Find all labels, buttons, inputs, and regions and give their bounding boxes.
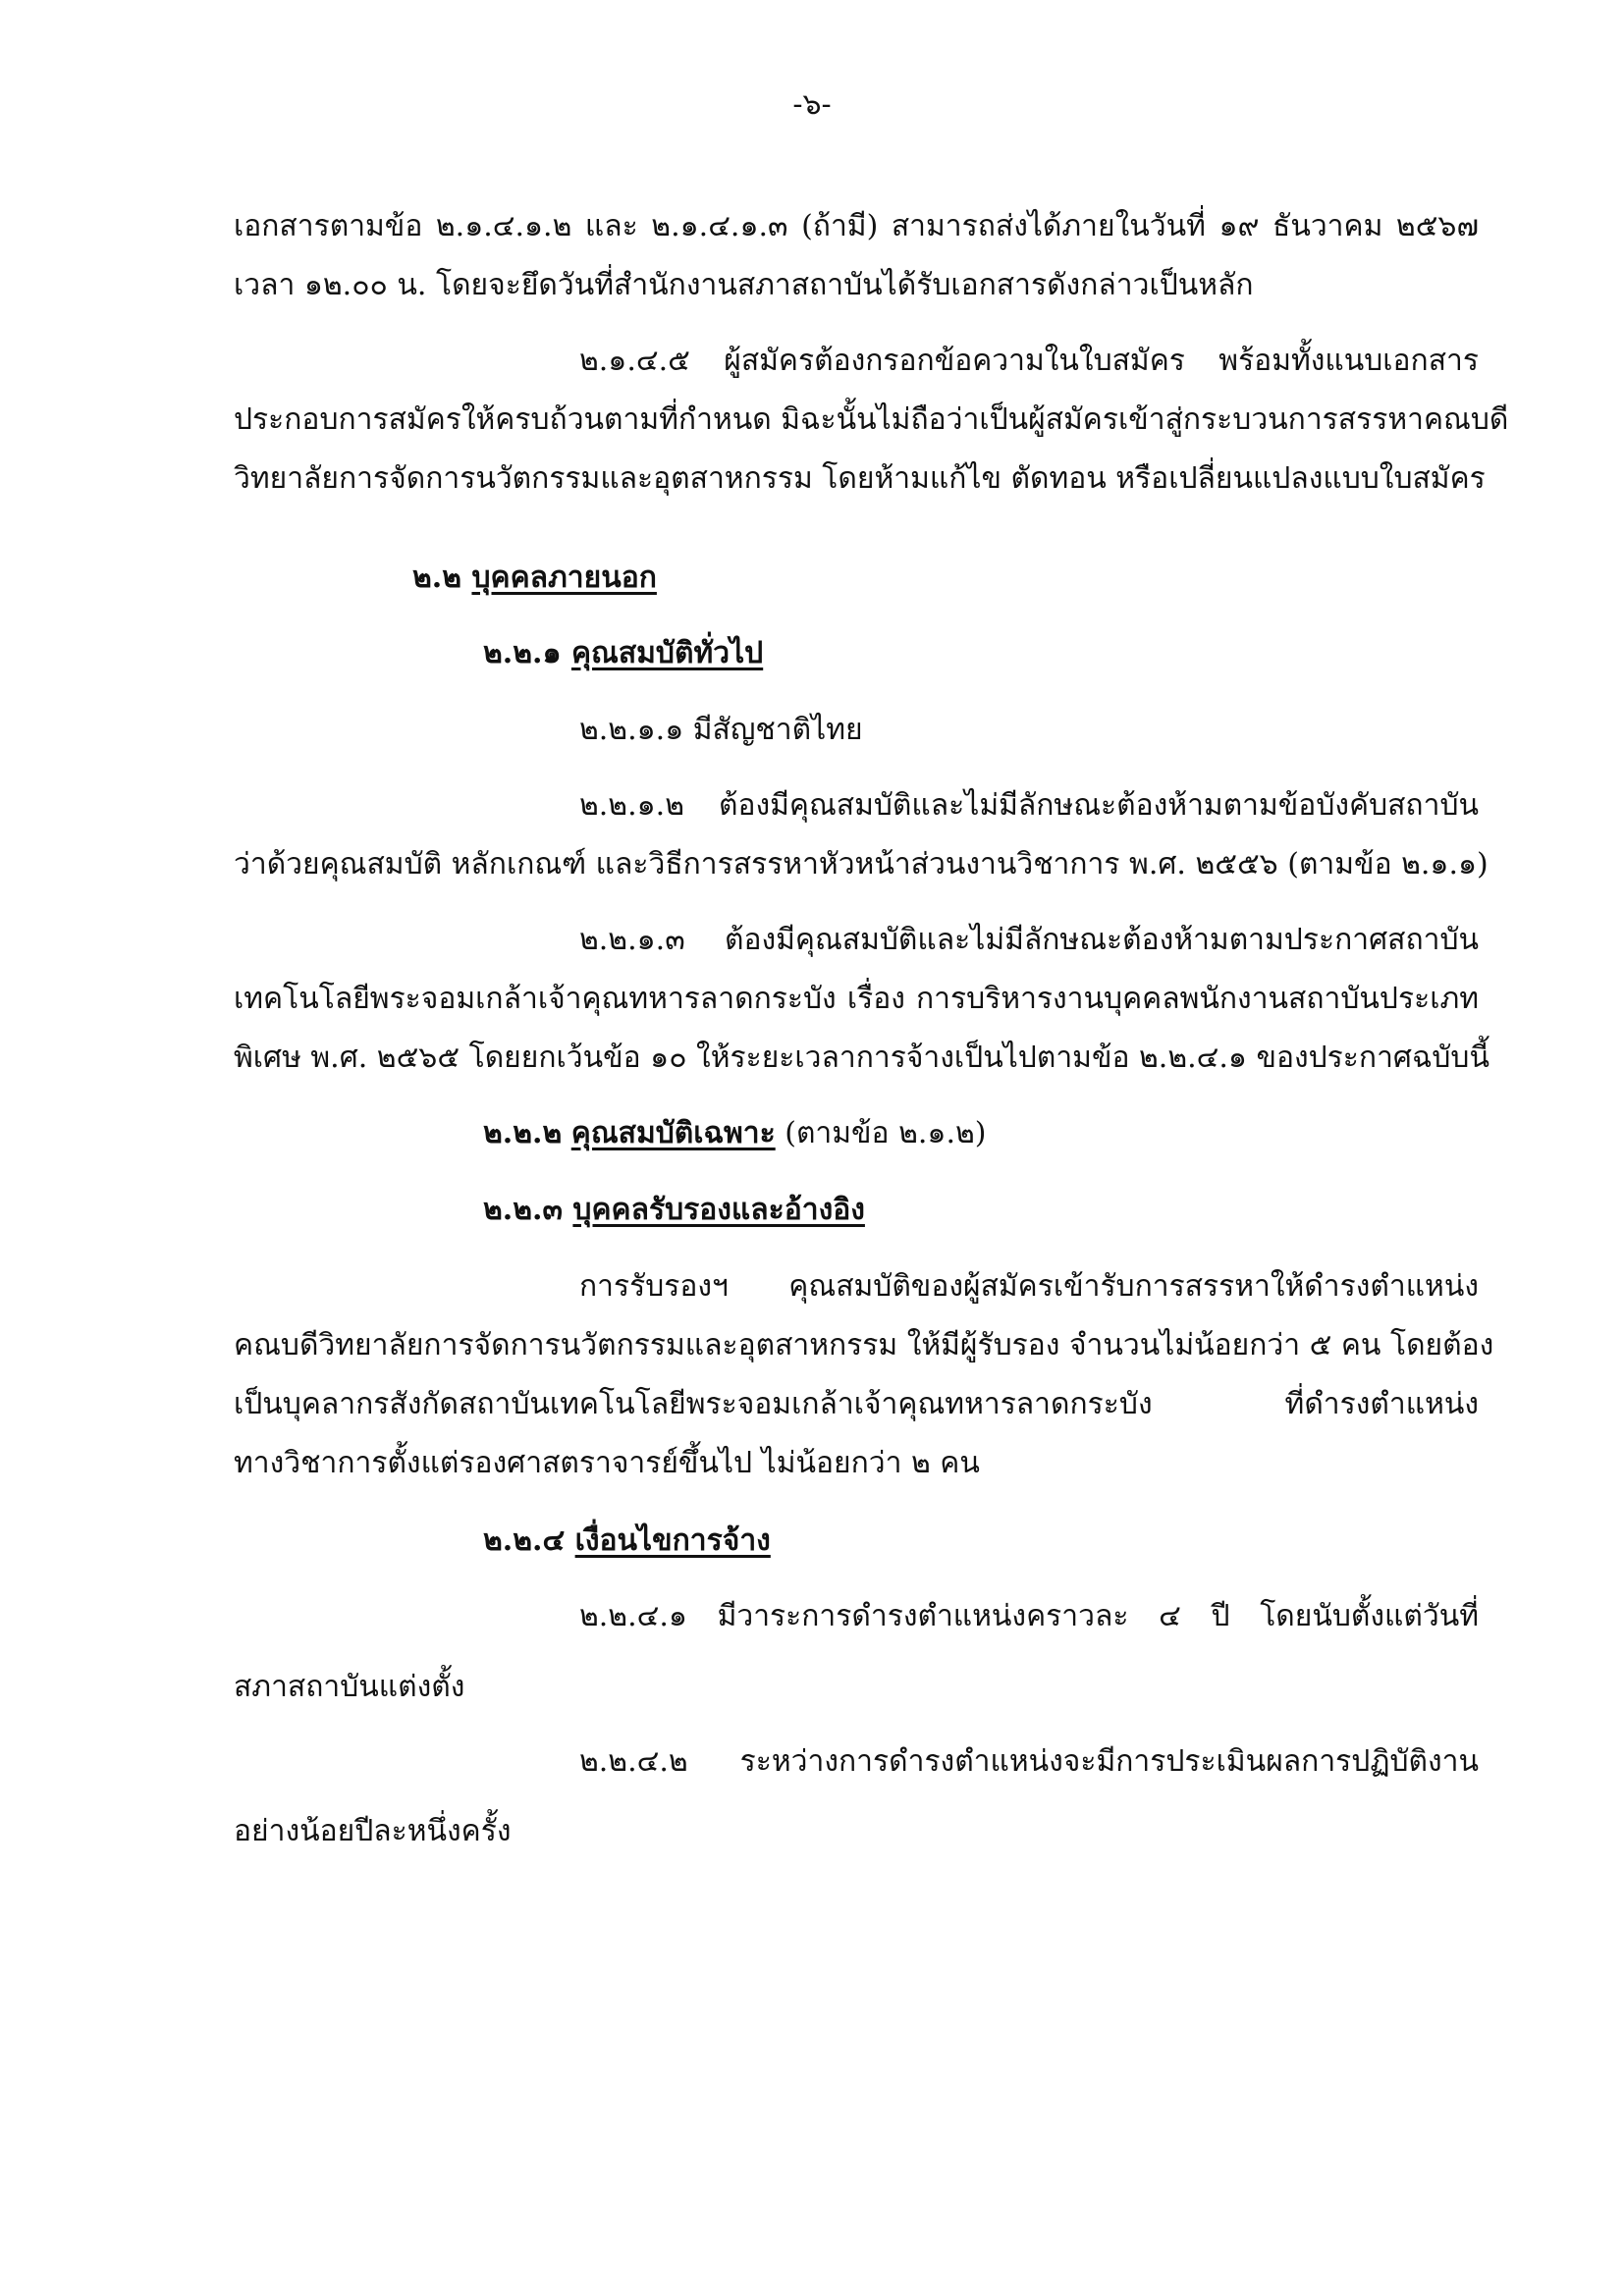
paragraph-line: เวลา ๑๒.๐๐ น. โดยจะยึดวันที่สำนักงานสภาสถาบันได้รับเอกสารดังกล่าวเป็นหลัก	[234, 268, 1254, 302]
paragraph-line: เทคโนโลยีพระจอมเกล้าเจ้าคุณทหารลาดกระบัง เรื่อง การบริหารงานบุคคลพนักงานสถาบันประเภท	[234, 982, 1479, 1016]
clause-2-2-4-2-line: ๒.๒.๔.๒ ระหว่างการดำรงตำแหน่งจะมีการประเมินผลการปฏิบัติงาน	[579, 1744, 1479, 1779]
section-number: ๒.๒	[412, 561, 461, 595]
clause-2-1-4-5-line: ๒.๑.๔.๕ ผู้สมัครต้องกรอกข้อความในใบสมัคร พร้อมทั้งแนบเอกสาร	[579, 344, 1479, 378]
paragraph-line: ทางวิชาการตั้งแต่รองศาสตราจารย์ขึ้นไป ไม่น้อยกว่า ๒ คน	[234, 1446, 980, 1480]
page-number: -๖-	[792, 87, 832, 122]
section-heading-2-2-1	[483, 631, 763, 676]
section-title: บุคคลรับรองและอ้างอิง	[572, 1193, 865, 1227]
paragraph-line: เป็นบุคลากรสังกัดสถาบันเทคโนโลยีพระจอมเกล้าเจ้าคุณทหารลาดกระบัง ที่ดำรงตำแหน่ง	[234, 1387, 1479, 1421]
paragraph-line: พิเศษ พ.ศ. ๒๕๖๕ โดยยกเว้นข้อ ๑๐ ให้ระยะเวลาการจ้างเป็นไปตามข้อ ๒.๒.๔.๑ ของประกาศฉบับนี้	[234, 1041, 1489, 1075]
section-number: ๒.๒.๒	[483, 1116, 563, 1150]
section-number: ๒.๒.๑	[483, 636, 562, 670]
section-heading-2-2	[412, 556, 657, 601]
paragraph-line: เอกสารตามข้อ ๒.๑.๔.๑.๒ และ ๒.๑.๔.๑.๓ (ถ้ามี) สามารถส่งได้ภายในวันที่ ๑๙ ธันวาคม ๒๕๖๗	[234, 209, 1479, 243]
section-heading-2-2-2	[483, 1111, 986, 1156]
section-number: ๒.๒.๔	[483, 1523, 566, 1558]
section-number: ๒.๒.๓	[483, 1193, 563, 1227]
paragraph-line: ประกอบการสมัครให้ครบถ้วนตามที่กำหนด มิฉะนั้นไม่ถือว่าเป็นผู้สมัครเข้าสู่กระบวนการสรรหาคณบดี	[234, 402, 1509, 437]
section-title: คุณสมบัติทั่วไป	[570, 636, 764, 670]
clause-2-2-1-2-line: ๒.๒.๑.๒ ต้องมีคุณสมบัติและไม่มีลักษณะต้องห้ามตามข้อบังคับสถาบัน	[579, 788, 1479, 823]
section-heading-2-2-3	[483, 1188, 865, 1233]
paragraph-line: คณบดีวิทยาลัยการจัดการนวัตกรรมและอุตสาหกรรม ให้มีผู้รับรอง จำนวนไม่น้อยกว่า ๕ คน โดยต้อง	[234, 1328, 1494, 1362]
section-title: เงื่อนไขการจ้าง	[574, 1523, 771, 1558]
clause-2-2-4-1-line: ๒.๒.๔.๑ มีวาระการดำรงตำแหน่งคราวละ ๔ ปี โดยนับตั้งแต่วันที่	[579, 1599, 1479, 1633]
paragraph-line: สภาสถาบันแต่งตั้ง	[234, 1670, 465, 1704]
section-title: คุณสมบัติเฉพาะ	[570, 1116, 776, 1150]
paragraph-line: ว่าด้วยคุณสมบัติ หลักเกณฑ์ และวิธีการสรรหาหัวหน้าส่วนงานวิชาการ พ.ศ. ๒๕๕๖ (ตามข้อ ๒.๑.๑)	[234, 847, 1489, 881]
clause-2-2-1-3-line: ๒.๒.๑.๓ ต้องมีคุณสมบัติและไม่มีลักษณะต้องห้ามตามประกาศสถาบัน	[579, 923, 1479, 957]
paragraph-line: อย่างน้อยปีละหนึ่งครั้ง	[234, 1814, 512, 1848]
paragraph-line: การรับรองฯ คุณสมบัติของผู้สมัครเข้ารับการสรรหาให้ดำรงตำแหน่ง	[579, 1269, 1479, 1304]
clause-2-2-1-1: ๒.๒.๑.๑ มีสัญชาติไทย	[579, 713, 863, 747]
section-title: บุคคลภายนอก	[471, 561, 657, 595]
section-heading-2-2-4	[483, 1519, 771, 1564]
section-note: (ตามข้อ ๒.๑.๒)	[775, 1116, 987, 1150]
paragraph-line: วิทยาลัยการจัดการนวัตกรรมและอุตสาหกรรม โดยห้ามแก้ไข ตัดทอน หรือเปลี่ยนแปลงแบบใบสมัคร	[234, 461, 1486, 496]
